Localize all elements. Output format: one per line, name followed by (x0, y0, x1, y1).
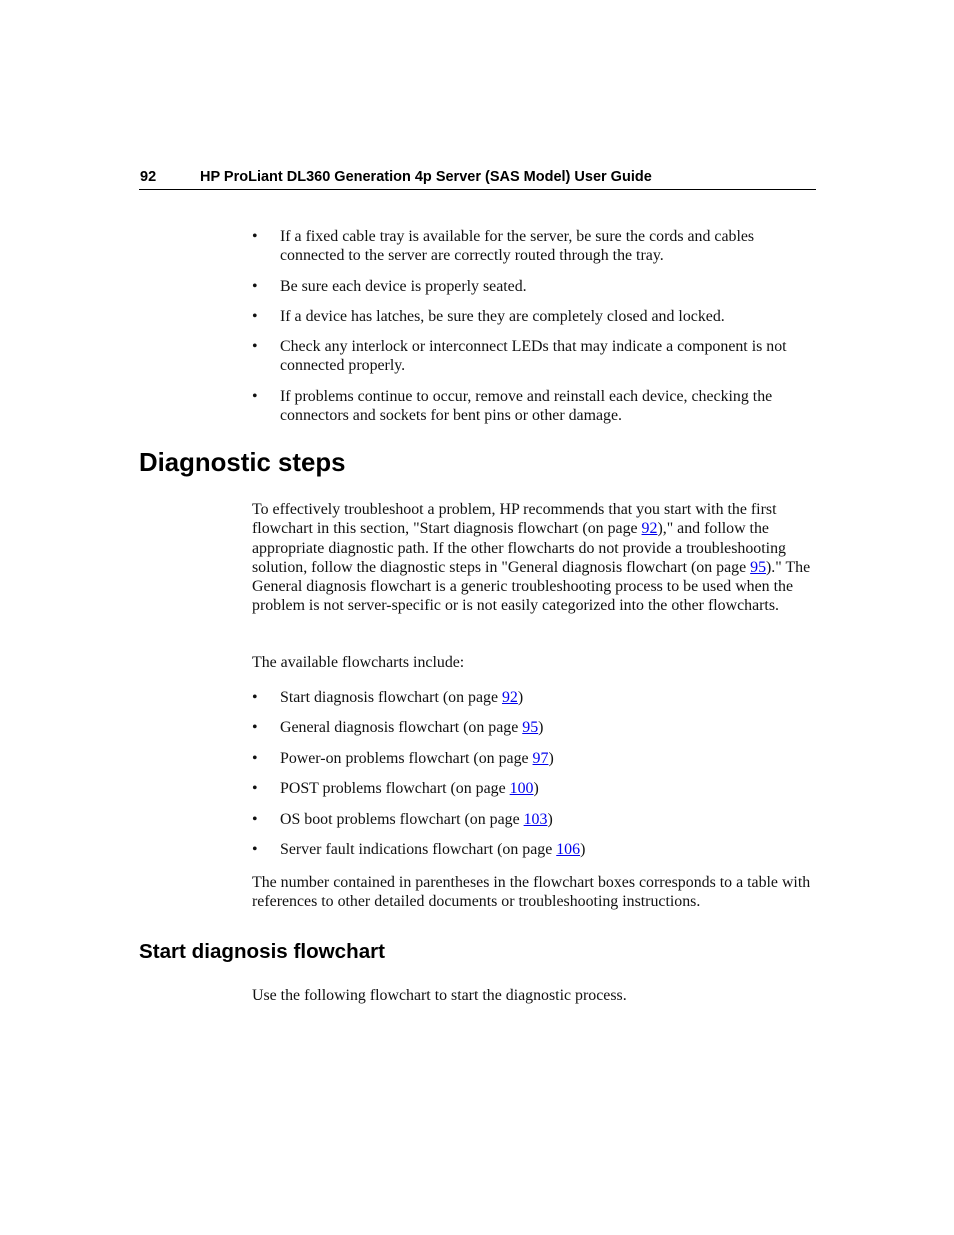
page-link[interactable]: 95 (522, 719, 539, 737)
subsection-text-block (252, 986, 816, 1005)
list-item: • If problems continue to occur, remove and reinstall each device, checking the connectors and sockets for bent pins or other damage. (252, 387, 773, 425)
page-header (139, 168, 816, 190)
subsection-paragraph: Use the following flowchart to start the diagnostic process. (252, 987, 627, 1004)
list-item: • Be sure each device is properly seated. (252, 277, 527, 295)
top-bullet-list (252, 227, 816, 425)
list-item: • POST problems flowchart (on page 100) (252, 780, 539, 798)
page-link[interactable]: 103 (523, 810, 548, 828)
list-item: • If a fixed cable tray is available for the server, be sure the cords and cables connected to the server are correctly routed through the tray. (252, 228, 755, 265)
bullet-icon: • (252, 840, 258, 858)
intro-paragraph: To effectively troubleshoot a problem, HP recommends that you start with the first flowchart in this section, "Start diagnosis flowchart (on page 92)," and follow the appropriate diagnostic path. If the other flowcharts do not provide a troubleshooting solution, follow the diagnostic steps in "General diagnosis flowchart (on page 95)." The General diagnosis flowchart is a generic troubleshooting process to be used when the problem is not server-specific or is not easily categorized into the other flowcharts. (252, 501, 811, 615)
intro-paragraph-block (252, 500, 816, 616)
list-item: • Power-on problems flowchart (on page 97) (252, 749, 554, 767)
page-link-92[interactable]: 92 (641, 520, 658, 538)
bullet-icon: • (252, 780, 258, 798)
bullet-icon: • (252, 387, 258, 405)
list-item: • OS boot problems flowchart (on page 103) (252, 810, 553, 828)
list-item: • General diagnosis flowchart (on page 95) (252, 719, 544, 737)
available-label-block (252, 653, 816, 672)
available-flowcharts-label: The available flowcharts include: (252, 654, 465, 671)
bullet-icon: • (252, 277, 258, 295)
page-link[interactable]: 92 (501, 689, 518, 706)
subsection-heading: Start diagnosis flowchart (139, 940, 386, 963)
note-block (252, 873, 816, 912)
page-link[interactable]: 97 (532, 749, 549, 767)
list-item: • Check any interlock or interconnect LEDs that may indicate a component is not connected properly. (252, 338, 787, 375)
note-paragraph: The number contained in parentheses in the flowchart boxes corresponds to a table with references to other detailed documents or troubleshooting instructions. (252, 874, 811, 911)
bullet-icon: • (252, 338, 258, 356)
list-item: • Server fault indications flowchart (on page 106) (252, 840, 586, 858)
top-bullet-list-block (252, 227, 816, 436)
bullet-icon: • (252, 719, 258, 737)
page-number: 92 (140, 169, 157, 185)
running-title: HP ProLiant DL360 Generation 4p Server (SAS Model) User Guide (200, 169, 652, 185)
section-heading: Diagnostic steps (139, 449, 346, 477)
list-item: • Start diagnosis flowchart (on page 92) (252, 689, 524, 706)
page-link-95[interactable]: 95 (750, 558, 767, 576)
flowchart-list-block (252, 688, 816, 870)
bullet-icon: • (252, 689, 258, 706)
page-link[interactable]: 106 (556, 840, 581, 858)
page-link[interactable]: 100 (509, 780, 534, 798)
bullet-icon: • (252, 228, 258, 245)
bullet-icon: • (252, 749, 258, 767)
flowchart-list (252, 688, 816, 859)
bullet-icon: • (252, 307, 258, 325)
list-item: • If a device has latches, be sure they are completely closed and locked. (252, 307, 725, 325)
bullet-icon: • (252, 810, 258, 828)
